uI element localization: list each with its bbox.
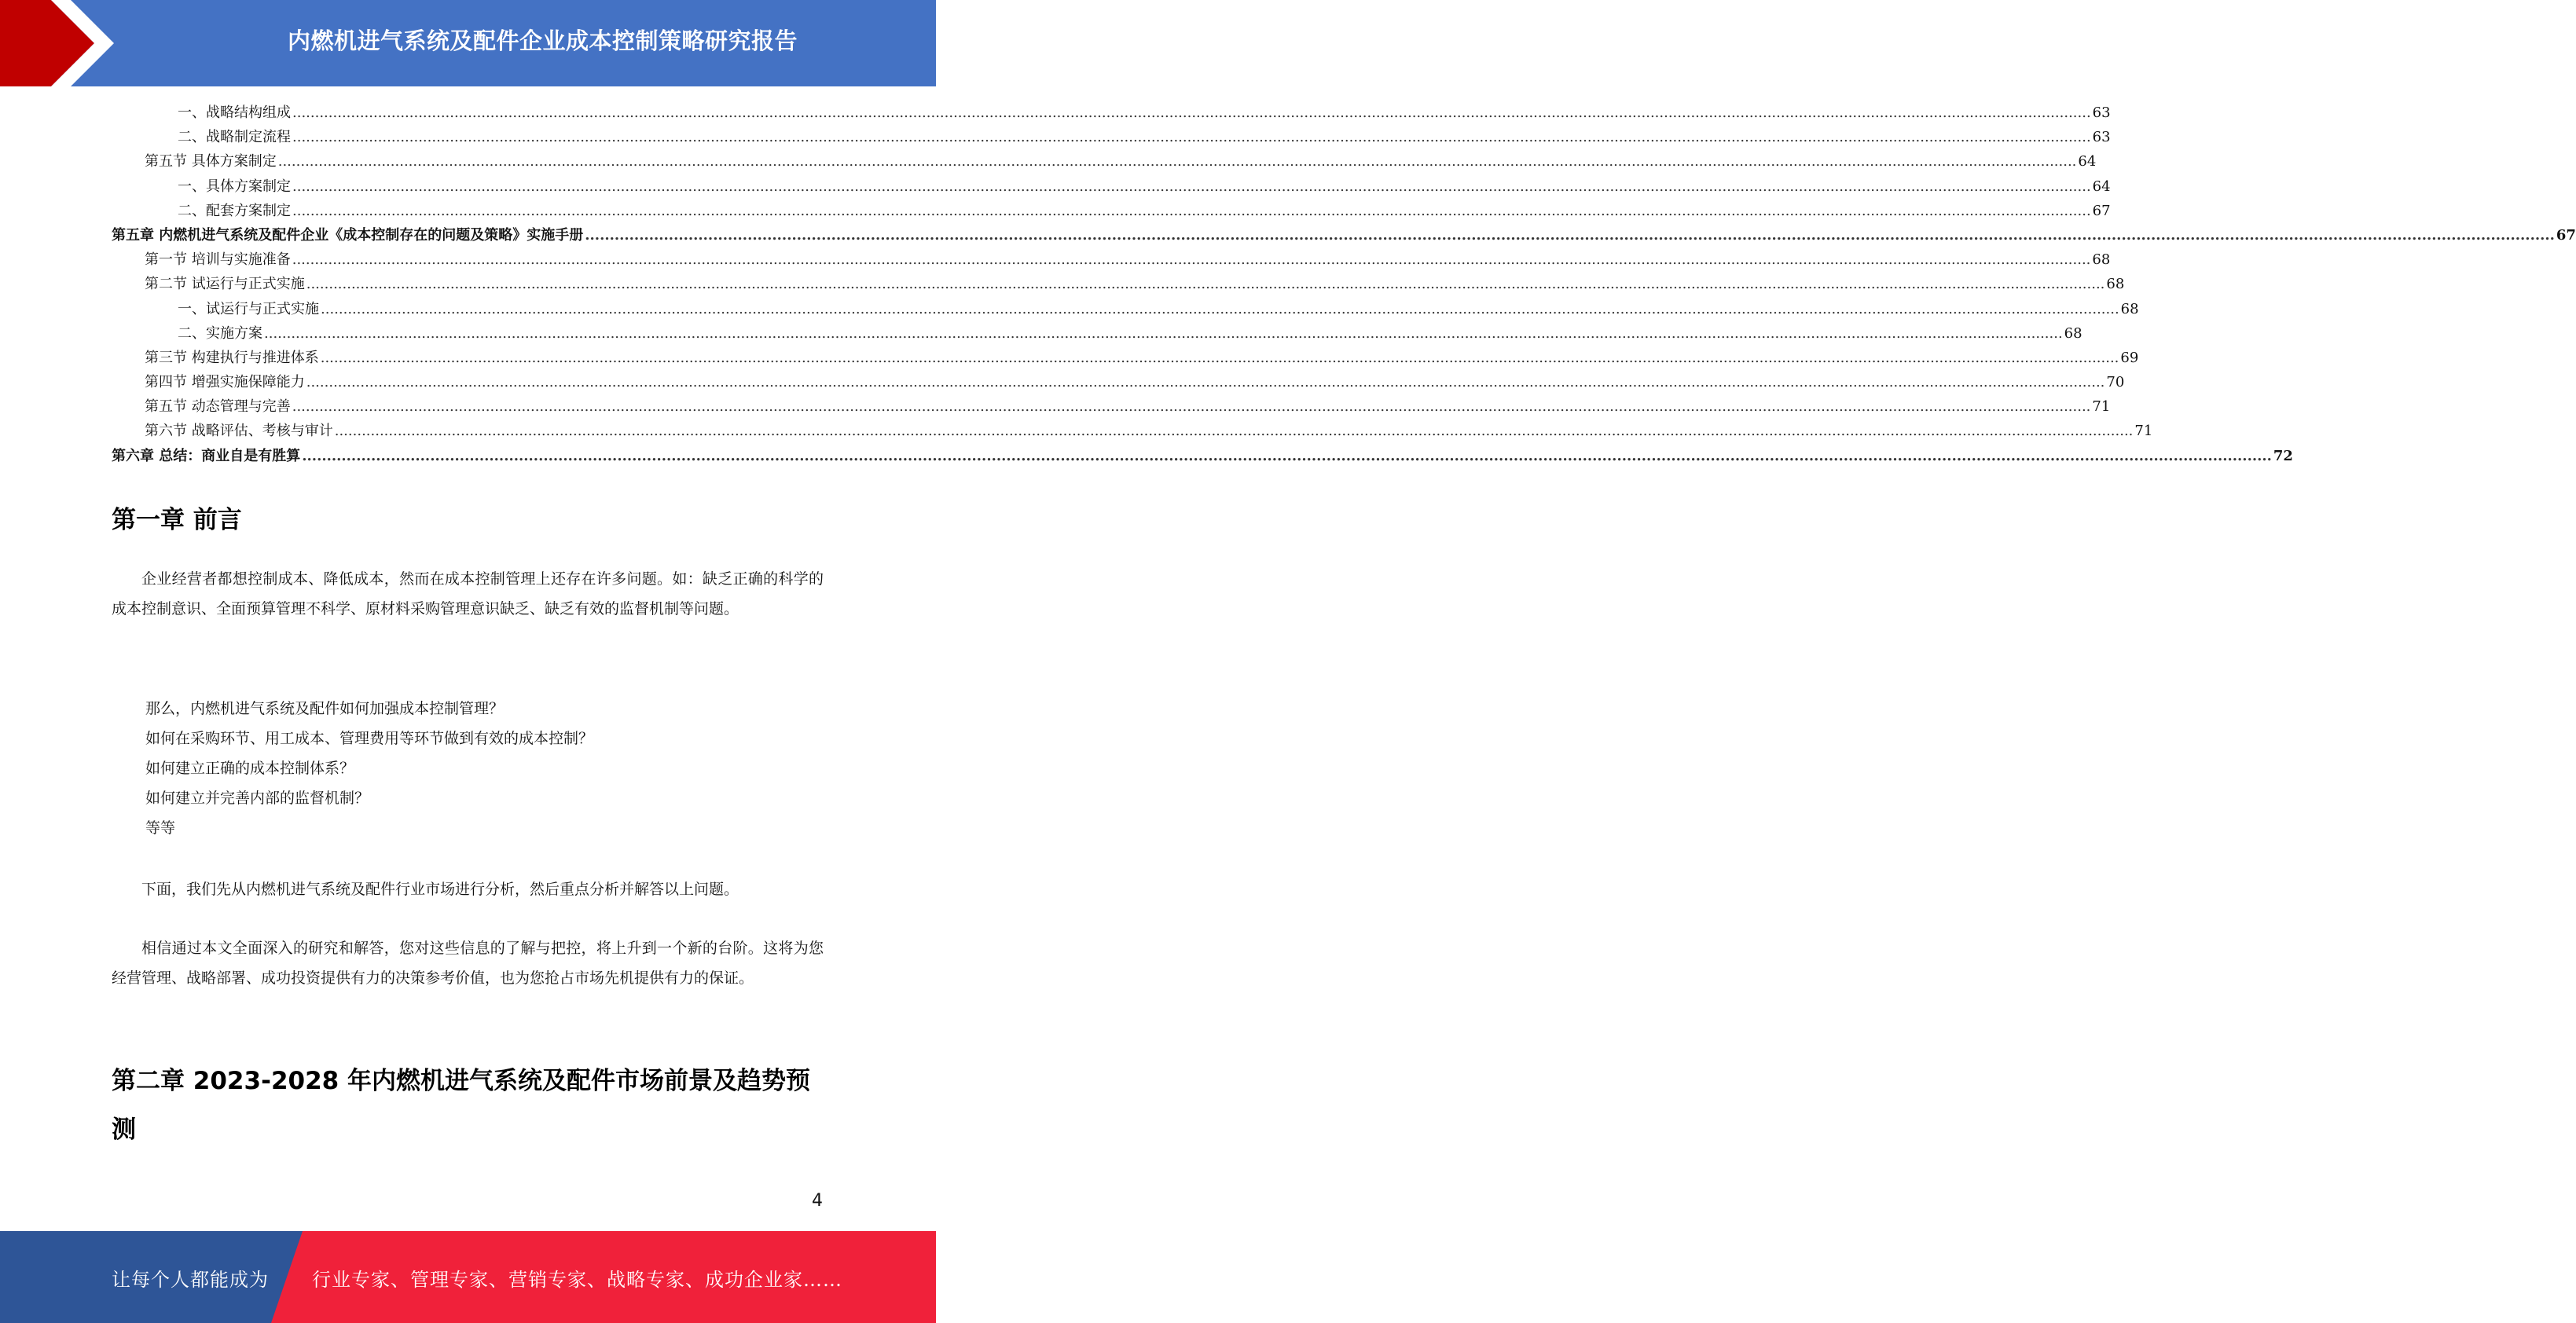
page-header <box>0 0 936 86</box>
toc-entry[interactable] <box>112 223 2576 247</box>
toc-leader-dots: ................................................................................................................................................................................................................................................................................................................................................................................................................ <box>302 447 2272 464</box>
toc-entry[interactable] <box>112 419 2153 443</box>
toc-leader-dots: ................................................................................................................................................................................................................................................................................................................................................................................................................ <box>306 374 2105 391</box>
toc-entry-title: 第五节 具体方案制定 <box>145 153 277 170</box>
toc-entry-page: 68 <box>2106 276 2125 293</box>
toc-leader-dots: ................................................................................................................................................................................................................................................................................................................................................................................................................ <box>292 202 2091 219</box>
chapter1-paragraph-3: 相信通过本文全面深入的研究和解答，您对这些信息的了解与把控，将上升到一个新的台阶。这将为您经营管理、战略部署、成功投资提供有力的决策参考价值，也为您抢占市场先机提供有力的保证。 <box>112 940 824 987</box>
toc-entry-page: 63 <box>2092 129 2111 146</box>
toc-entry-title: 二、配套方案制定 <box>178 202 291 219</box>
toc-entry-page: 70 <box>2106 374 2125 391</box>
toc-entry-page: 72 <box>2273 447 2293 464</box>
toc-entry-title: 二、战略制定流程 <box>178 129 291 146</box>
toc-leader-dots: ................................................................................................................................................................................................................................................................................................................................................................................................................ <box>334 423 2134 440</box>
toc-entry[interactable] <box>112 199 2111 223</box>
toc-entry[interactable] <box>112 125 2111 149</box>
toc-entry[interactable] <box>112 272 2125 296</box>
toc-entry-title: 第一节 培训与实施准备 <box>145 251 291 269</box>
toc-entry-title: 二、实施方案 <box>178 324 262 342</box>
footer-slogan-right: 行业专家、管理专家、营销专家、战略专家、成功企业家…… <box>312 1269 842 1291</box>
toc-leader-dots: ................................................................................................................................................................................................................................................................................................................................................................................................................ <box>306 276 2105 293</box>
toc-entry-page: 69 <box>2120 349 2139 366</box>
toc-entry[interactable] <box>112 346 2139 370</box>
toc-entry[interactable] <box>112 149 2097 174</box>
chapter2-heading-line2: 测 <box>112 1116 136 1144</box>
toc-entry-title: 第三节 构建执行与推进体系 <box>145 349 319 366</box>
toc-leader-dots: ................................................................................................................................................................................................................................................................................................................................................................................................................ <box>292 178 2091 195</box>
header-arrow-decoration <box>0 0 157 86</box>
toc-leader-dots: ................................................................................................................................................................................................................................................................................................................................................................................................................ <box>292 251 2091 269</box>
chapter1-heading: 第一章 前言 <box>112 506 242 534</box>
toc-entry-title: 第六节 战略评估、考核与审计 <box>145 423 333 440</box>
toc-entry-title: 一、战略结构组成 <box>178 104 291 121</box>
toc-entry-page: 64 <box>2078 153 2097 170</box>
toc-entry[interactable] <box>112 321 2082 346</box>
toc-entry[interactable] <box>112 247 2111 272</box>
toc-leader-dots: ................................................................................................................................................................................................................................................................................................................................................................................................................ <box>585 226 2555 244</box>
table-of-contents <box>112 101 2576 468</box>
toc-leader-dots: ................................................................................................................................................................................................................................................................................................................................................................................................................ <box>320 349 2119 366</box>
question-line: 如何建立正确的成本控制体系？ <box>145 760 355 777</box>
toc-entry-page: 68 <box>2120 300 2139 317</box>
question-line: 如何在采购环节、用工成本、管理费用等环节做到有效的成本控制？ <box>145 730 594 747</box>
question-line: 如何建立并完善内部的监督机制？ <box>145 790 370 807</box>
toc-leader-dots: ................................................................................................................................................................................................................................................................................................................................................................................................................ <box>292 129 2091 146</box>
toc-leader-dots: ................................................................................................................................................................................................................................................................................................................................................................................................................ <box>277 153 2077 170</box>
toc-entry[interactable] <box>112 101 2111 125</box>
toc-entry[interactable] <box>112 370 2125 394</box>
toc-entry[interactable] <box>112 297 2139 321</box>
toc-entry-page: 67 <box>2092 202 2111 219</box>
question-line: 等等 <box>145 819 176 837</box>
toc-entry-page: 71 <box>2092 398 2111 416</box>
page-footer <box>0 1231 936 1323</box>
chapter1-paragraph-2: 下面，我们先从内燃机进气系统及配件行业市场进行分析，然后重点分析并解答以上问题。 <box>141 881 739 898</box>
toc-leader-dots: ................................................................................................................................................................................................................................................................................................................................................................................................................ <box>292 104 2091 121</box>
toc-entry-page: 64 <box>2092 178 2111 195</box>
footer-slogan-left: 让每个人都能成为 <box>112 1269 269 1291</box>
toc-entry-title: 第四节 增强实施保障能力 <box>145 374 305 391</box>
toc-entry-title: 第六章 总结：商业自是有胜算 <box>112 447 301 464</box>
toc-entry[interactable] <box>112 174 2111 199</box>
chapter1-paragraph-1: 企业经营者都想控制成本、降低成本，然而在成本控制管理上还存在许多问题。如：缺乏正确的科学的成本控制意识、全面预算管理不科学、原材料采购管理意识缺乏、缺乏有效的监督机制等问题。 <box>112 570 824 618</box>
report-title: 内燃机进气系统及配件企业成本控制策略研究报告 <box>287 27 798 54</box>
toc-entry-page: 68 <box>2092 251 2111 269</box>
toc-entry[interactable] <box>112 394 2111 419</box>
toc-entry-title: 一、试运行与正式实施 <box>178 300 319 317</box>
toc-entry-page: 67 <box>2556 226 2576 244</box>
toc-entry[interactable] <box>112 444 2293 468</box>
toc-leader-dots: ................................................................................................................................................................................................................................................................................................................................................................................................................ <box>321 300 2119 317</box>
toc-entry-page: 71 <box>2134 423 2153 440</box>
page-number: 4 <box>812 1191 823 1211</box>
chapter2-heading-line1: 第二章 2023-2028 年内燃机进气系统及配件市场前景及趋势预 <box>112 1067 811 1095</box>
toc-entry-title: 第二节 试运行与正式实施 <box>145 276 305 293</box>
toc-leader-dots: ................................................................................................................................................................................................................................................................................................................................................................................................................ <box>264 324 2063 342</box>
question-line: 那么，内燃机进气系统及配件如何加强成本控制管理？ <box>145 700 505 717</box>
toc-entry-page: 63 <box>2092 104 2111 121</box>
toc-entry-title: 一、具体方案制定 <box>178 178 291 195</box>
toc-entry-title: 第五节 动态管理与完善 <box>145 398 291 416</box>
toc-entry-page: 68 <box>2064 324 2082 342</box>
toc-entry-title: 第五章 内燃机进气系统及配件企业《成本控制存在的问题及策略》实施手册 <box>112 226 584 244</box>
toc-leader-dots: ................................................................................................................................................................................................................................................................................................................................................................................................................ <box>292 398 2091 416</box>
